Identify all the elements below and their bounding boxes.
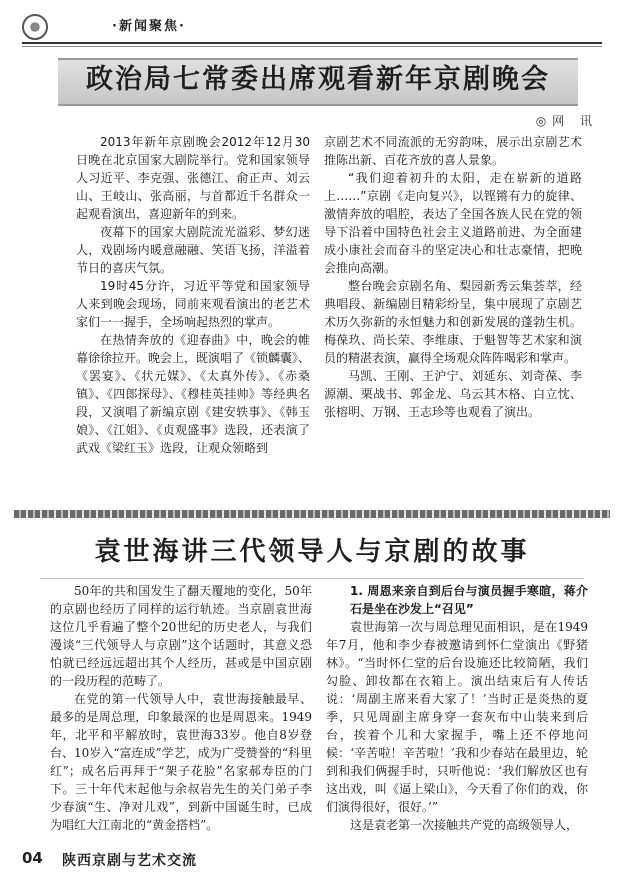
header-rule [22, 42, 602, 44]
article1-paragraph: 19时45分许，习近平等党和国家领导人来到晚会现场，同前来观看演出的老艺术家们一一握手，全场响起热烈的掌声。 [76, 279, 310, 329]
article2-paragraph: 50年的共和国发生了翻天覆地的变化，50年的京剧也经历了同样的运行轨迹。当京剧袁世海这位几乎看遍了整个20世纪的历史老人，与我们漫谈“三代领导人与京剧”这个话题时，其意义恐怕就已经远远超出其个人经历，甚或是中国京剧的一段历程的范畴了。 [50, 584, 312, 688]
publication-name: 陕西京剧与艺术交流 [62, 853, 197, 869]
section-label: ·新闻聚焦· [112, 19, 186, 34]
article2-paragraph: 袁世海第一次与周总理见面相识，是在1949年7月，他和李少春被邀请到怀仁堂演出《野猪林》。“当时怀仁堂的后台设施还比较简陋，我们勾脸、卸妆都在衣箱上。演出结束后有人传话说：‘周副主席来看大家了！’当时正是炎热的夏季，只见周副主席身穿一套灰布中山装来到后台，挨着个儿和大家握手，嘴上还不停地问候：‘辛苦啦！辛苦啦！’我和少春站在最里边，轮到和我们俩握手时，只听他说：‘我们解放区也有这出戏，叫《逼上梁山》，今天看了你们的戏，你们演得很好，很好。’” [326, 620, 588, 814]
title-rule [40, 578, 584, 579]
article2-paragraph: 这是袁老第一次接触共产党的高级领导人， [350, 818, 579, 832]
decorative-divider [14, 510, 610, 518]
article2-subhead: 1. 周恩来亲自到后台与演员握手寒暄，蒋介石是坐在沙发上“召见” [350, 584, 588, 616]
article1-column-left [76, 133, 310, 457]
article1-paragraph: 马凯、王刚、王沪宁、刘延东、刘奇葆、李源潮、栗战书、郭金龙、乌云其木格、白立忱、张榕明、万钢、王志珍等也观看了演出。 [324, 369, 582, 419]
article2-column-left [50, 582, 312, 834]
article1-title: 政治局七常委出席观看新年京剧晚会 [86, 64, 550, 95]
article1-paragraph: 在热情奔放的《迎春曲》中，晚会的帷幕徐徐拉开。晚会上，既演唱了《锁麟囊》、《罢宴》、《状元媒》、《太真外传》、《赤桑镇》、《四郎探母》、《穆桂英挂帅》等经典名段，又演唱了新编京剧《建安轶事》、《韩玉娘》、《江姐》、《贞观盛事》选段，还表演了武戏《梁红玉》选段，让观众领略到 [76, 333, 311, 455]
article1-byline: ◎网 讯 [535, 114, 598, 128]
article1-paragraph: “我们迎着初升的太阳，走在崭新的道路上……”京剧《走向复兴》，以铿锵有力的旋律、激情奔放的唱腔，表达了全国各族人民在党的领导下沿着中国特色社会主义道路前进、为全面建成小康社会而奋斗的坚定决心和壮志豪情，把晚会推向高潮。 [324, 171, 582, 275]
article1-paragraph: 京剧艺术不同流派的无穷韵味，展示出京剧艺术推陈出新、百花齐放的喜人景象。 [324, 135, 582, 167]
logo-icon [22, 14, 48, 40]
article2-column-right [326, 582, 588, 834]
header-rule-thin [22, 46, 602, 47]
article2-title: 袁世海讲三代领导人与京剧的故事 [94, 537, 530, 567]
article2-paragraph: 在党的第一代领导人中，袁世海接触最早、最多的是周总理，印象最深的也是周恩来。1949年，北平和平解放时，袁世海33岁。他自8岁登台、10岁入“富连成”学艺，成为广受赞誉的“科里红”；成名后再拜于“架子花脸”名家郝寿臣的门下。三十年代末起他与余叔岩先生的关门弟子李少春演“生、净对儿戏”，到新中国诞生时，已成为唱红大江南北的“黄金搭档”。 [50, 692, 312, 832]
article1-paragraph: 整台晚会京剧名角、梨园新秀云集荟萃，经典唱段、新编剧目精彩纷呈，集中展现了京剧艺术历久弥新的永恒魅力和创新发展的蓬勃生机。梅葆玖、尚长荣、李维康、于魁智等艺术家和演员的精湛表演，赢得全场观众阵阵喝彩和掌声。 [324, 279, 582, 365]
page-number: 04 [22, 849, 43, 867]
article1-paragraph: 2013年新年京剧晚会2012年12月30日晚在北京国家大剧院举行。党和国家领导人习近平、李克强、张德江、俞正声、刘云山、王岐山、张高丽，与首都近千名群众一起观看演出，喜迎新年的到来。 [76, 135, 310, 221]
article1-column-right [324, 133, 582, 421]
article1-paragraph: 夜幕下的国家大剧院流光溢彩、梦幻迷人，戏剧场内暖意融融、笑语飞扬，洋溢着节日的喜庆气氛。 [76, 225, 310, 275]
